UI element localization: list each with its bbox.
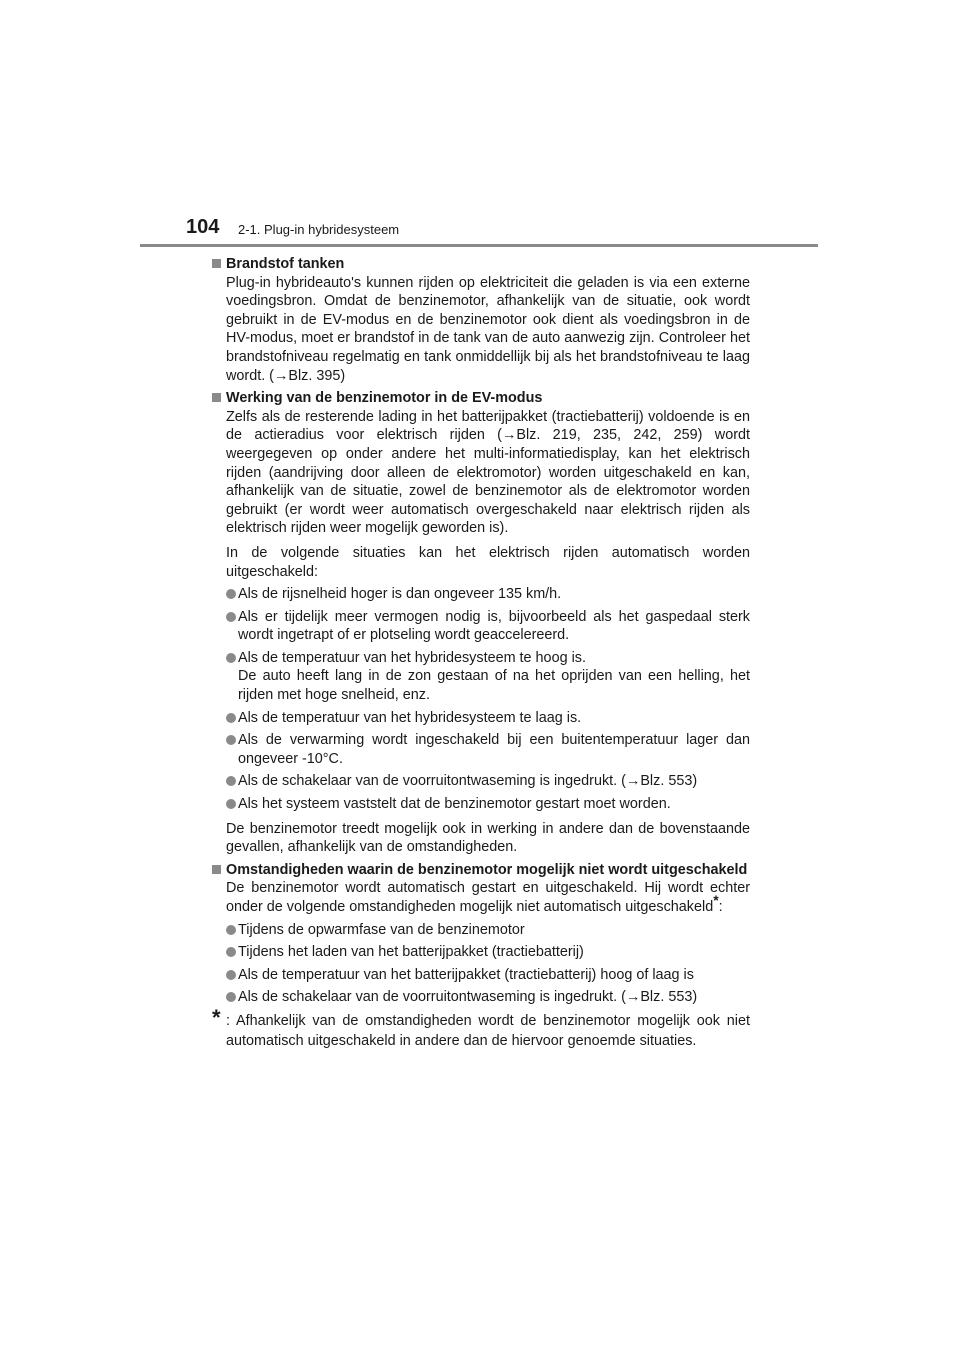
round-bullet-icon: [226, 970, 236, 980]
list-item: [226, 921, 750, 940]
list-item-text: Als de temperatuur van het batterijpakket (tractiebatterij) hoog of laag is: [238, 966, 694, 983]
square-bullet-icon: [212, 393, 221, 402]
list-item-text: Als de schakelaar van de voorruitontwaseming is ingedrukt. (→Blz. 553): [238, 773, 698, 790]
paragraph: Zelfs als de resterende lading in het batterijpakket (tractiebatterij) voldoende is en de actieradius voor elektrisch rijden (→Blz. 219, 235, 242, 259) wordt weergegeven op onder andere het multi-informatiedisplay, kan het elektrisch rijden (aandrijving door alleen de elektromotor) worden uitgeschakeld en kan, afhankelijk van de situatie, zowel de benzinemotor als de elektromotor worden gebruikt (er wordt weer automatisch overgeschakeld naar elektrisch rijden als elektrisch rijden weer mogelijk geworden is).: [226, 408, 750, 537]
section-title: 2-1. Plug-in hybridesysteem: [238, 222, 400, 237]
page-number: 104: [186, 216, 220, 238]
paragraph-end: :: [718, 899, 723, 915]
paragraph: [226, 879, 750, 916]
footnote-marker: *: [212, 1004, 221, 1030]
list-item: [226, 988, 750, 1007]
header-divider: [140, 244, 818, 247]
section-werking-benzinemotor: [212, 389, 750, 857]
round-bullet-icon: [226, 713, 236, 723]
section-omstandigheden: [212, 861, 750, 1007]
footnote: [212, 1004, 750, 1051]
round-bullet-icon: [226, 776, 236, 786]
list-item: [226, 608, 750, 645]
section-heading: Werking van de benzinemotor in de EV-modus: [226, 390, 543, 407]
section-heading: Omstandigheden waarin de benzinemotor mogelijk niet wordt uitgeschakeld: [226, 861, 748, 878]
round-bullet-icon: [226, 947, 236, 957]
list-item: [226, 966, 750, 985]
list-item-text: Tijdens het laden van het batterijpakket (tractiebatterij): [238, 944, 584, 961]
paragraph-text: De benzinemotor wordt automatisch gestart en uitgeschakeld. Hij wordt echter onder de volgende omstandigheden mogelijk niet automatisch uitgeschakeld: [226, 880, 750, 915]
list-item-text: Als de temperatuur van het hybridesysteem te laag is.: [238, 709, 582, 726]
paragraph: In de volgende situaties kan het elektrisch rijden automatisch worden uitgeschakeld:: [226, 544, 750, 580]
paragraph: Plug-in hybrideauto's kunnen rijden op elektriciteit die geladen is via een externe voedingsbron. Omdat de benzinemotor, afhankelijk van de situatie, ook wordt gebruikt in de EV-modus en de benzinemotor ook dient als voedingsbron in de HV-modus, moet er brandstof in de tank van de auto aanwezig zijn. Controleer het brandstofniveau regelmatig en tank onmiddellijk bij als het brandstofniveau te laag wordt. (→Blz. 395): [226, 274, 750, 384]
page-content: [212, 255, 750, 1051]
paragraph: De benzinemotor treedt mogelijk ook in werking in andere dan de bovenstaande gevallen, afhankelijk van de omstandigheden.: [226, 820, 750, 856]
footnote-text: : Afhankelijk van de omstandigheden wordt de benzinemotor mogelijk ook niet automatisch uitgeschakeld in andere dan de hiervoor genoemde situaties.: [226, 1012, 750, 1049]
list-item-text: Tijdens de opwarmfase van de benzinemotor: [238, 921, 525, 938]
round-bullet-icon: [226, 799, 236, 809]
list-item: [226, 709, 750, 728]
section-brandstof-tanken: [212, 255, 750, 385]
list-item: [226, 731, 750, 768]
round-bullet-icon: [226, 735, 236, 745]
list-item-note: De auto heeft lang in de zon gestaan of na het oprijden van een helling, het rijden met hoge snelheid, enz.: [238, 668, 750, 704]
section-heading: Brandstof tanken: [226, 256, 345, 272]
list-item: [226, 943, 750, 962]
list-item-text: Als er tijdelijk meer vermogen nodig is, bijvoorbeeld als het gaspedaal sterk wordt ingetrapt of er plotseling wordt geaccelereerd.: [238, 608, 750, 644]
list-item-text: Als de verwarming wordt ingeschakeld bij een buitentemperatuur lager dan ongeveer -10°C.: [238, 732, 750, 767]
round-bullet-icon: [226, 612, 236, 622]
square-bullet-icon: [212, 865, 221, 874]
list-item-text: Als de temperatuur van het hybridesysteem te hoog is.: [238, 649, 586, 666]
list-item-text: Als de schakelaar van de voorruitontwaseming is ingedrukt. (→Blz. 553): [238, 989, 698, 1006]
list-item: [226, 795, 750, 814]
round-bullet-icon: [226, 925, 236, 935]
footnote-reference: *: [713, 892, 719, 909]
list-item: [226, 585, 750, 604]
square-bullet-icon: [212, 259, 221, 268]
round-bullet-icon: [226, 992, 236, 1002]
list-item: [226, 772, 750, 791]
round-bullet-icon: [226, 589, 236, 599]
list-item-text: Als de rijsnelheid hoger is dan ongeveer 135 km/h.: [238, 586, 562, 603]
round-bullet-icon: [226, 653, 236, 663]
list-item-text: Als het systeem vaststelt dat de benzinemotor gestart moet worden.: [238, 796, 671, 813]
list-item: [226, 649, 750, 705]
